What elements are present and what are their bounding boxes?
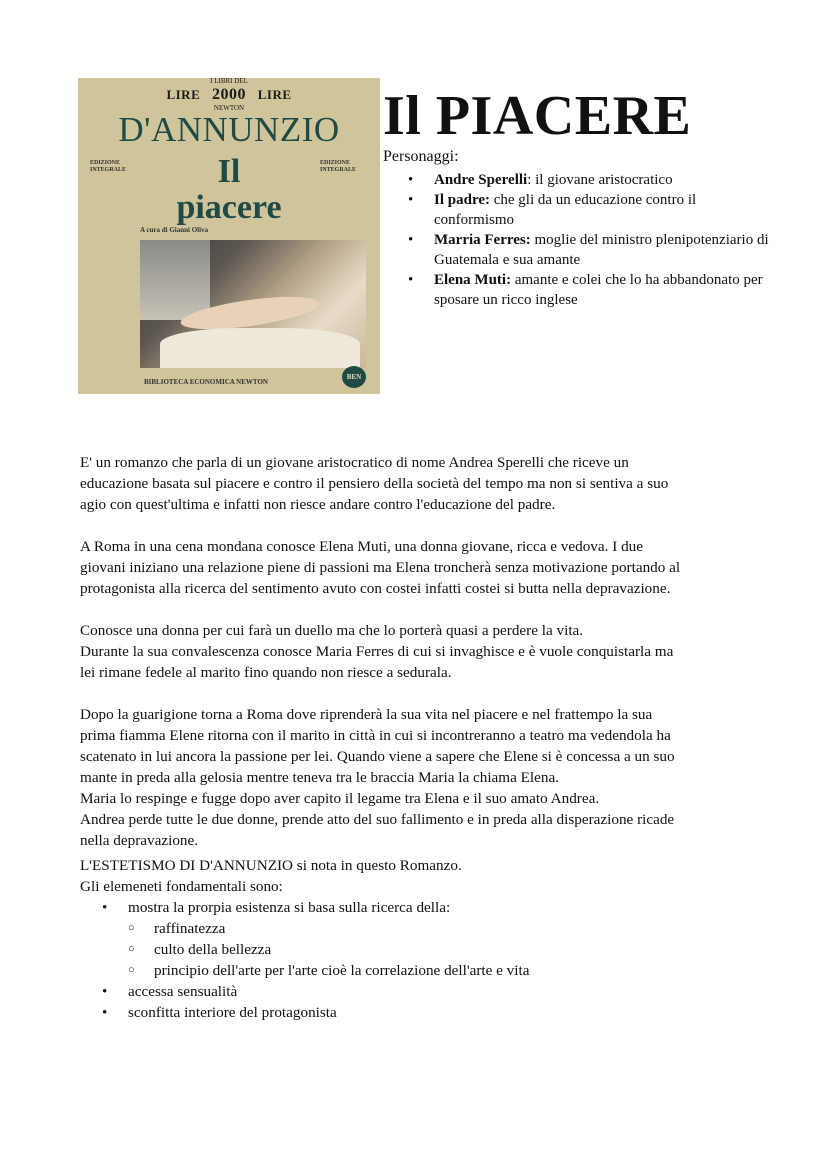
character-name: Elena Muti: (434, 272, 512, 288)
text-line: scatenato in lui ancora la passione per lei. Quando viene a sapere che Elene si è concessa a un suo (80, 748, 675, 765)
cover-edition-right: EDIZIONE INTEGRALE (320, 160, 357, 173)
list-item: • accessa sensualità (80, 981, 760, 1002)
sublist-item: ○ culto della bellezza (128, 939, 760, 960)
paragraph-2 (80, 536, 760, 599)
book-cover-image (78, 78, 380, 394)
text-line: mante in preda alla gelosia mentre teneva tra le braccia Maria la chiama Elena. (80, 769, 559, 786)
character-desc: amante e colei che lo ha abbandonato per sposare un ricco inglese (434, 272, 763, 308)
cover-title (78, 154, 380, 226)
character-item (408, 190, 778, 230)
character-item (408, 170, 778, 190)
cover-price-line (78, 78, 380, 112)
cover-painting (140, 240, 366, 368)
text-line: educazione basata sul piacere e contro il pensiero della società del tempo ma non si sentiva a suo (80, 475, 669, 492)
text-line: prima fiamma Elene ritorna con il marito in città in cui si incontreranno a teatro ma vedendola ha (80, 727, 671, 744)
text-line: lei rimane fedele al marito fino quando non riesce a sedurala. (80, 664, 452, 681)
paragraph-1 (80, 452, 760, 515)
cover-title-line1: Il (217, 153, 241, 190)
estetismo-lead: Gli elemeneti fondamentali sono: (80, 878, 283, 895)
paragraph-3 (80, 620, 760, 683)
estetismo-section (80, 855, 760, 1023)
cover-title-line2: piacere (176, 189, 282, 226)
cover-lire-right: LIRE (257, 87, 292, 102)
text-line: E' un romanzo che parla di un giovane aristocratico di nome Andrea Sperelli che riceve un (80, 454, 629, 471)
character-item (408, 230, 778, 270)
sublist-item: ○ raffinatezza (128, 918, 760, 939)
list-item (80, 897, 760, 981)
text-line: giovani iniziano una relazione piene di passioni ma Elena troncherà senza motivazione portando al (80, 559, 681, 576)
cover-publisher: BIBLIOTECA ECONOMICA NEWTON (144, 378, 268, 386)
sublist-item: ○ principio dell'arte per l'arte cioè la correlazione dell'arte e vita (128, 960, 760, 981)
text-line: Conosce una donna per cui farà un duello ma che lo porterà quasi a perdere la vita. (80, 622, 584, 639)
text-line: protagonista alla ricerca del sentimento avuto con costei infatti costei si butta nella depravazione. (80, 580, 671, 597)
character-item (408, 270, 778, 310)
characters-list (408, 170, 778, 310)
page-title: Il PIACERE (383, 85, 692, 147)
text-line: agio con quest'ultima e infatti non riesce andare contro l'educazione del padre. (80, 496, 556, 513)
painting-sheet (160, 328, 360, 368)
publisher-logo-icon: BEN (342, 366, 366, 388)
cover-price-bottom: NEWTON (213, 104, 245, 112)
character-name: Il padre: (434, 192, 490, 208)
estetismo-intro: L'ESTETISMO DI D'ANNUNZIO si nota in questo Romanzo. (80, 857, 462, 874)
character-name: Andre Sperelli (434, 172, 528, 188)
character-desc: moglie del ministro plenipotenziario di Guatemala e sua amante (434, 232, 769, 268)
text-line: Dopo la guarigione torna a Roma dove riprenderà la sua vita nel piacere e nel frattempo la sua (80, 706, 653, 723)
character-desc: che gli da un educazione contro il conformismo (434, 192, 697, 228)
cover-author: D'ANNUNZIO (118, 110, 340, 149)
cover-curator: A cura di Gianni Oliva (140, 226, 209, 234)
text-line: Maria lo respinge e fugge dopo aver capito il legame tra Elena e il suo amato Andrea. (80, 790, 600, 807)
cover-price: 2000 (212, 86, 246, 103)
cover-edition-left: EDIZIONE INTEGRALE (90, 160, 127, 173)
painting-window (140, 240, 210, 320)
character-name: Marria Ferres: (434, 232, 531, 248)
cover-lire-left: LIRE (166, 87, 201, 102)
estetismo-list (80, 897, 760, 1023)
text-line: Andrea perde tutte le due donne, prende atto del suo fallimento e in preda alla disperazione ricade (80, 811, 675, 828)
estetismo-sublist (128, 918, 760, 981)
text-line: Durante la sua convalescenza conosce Maria Ferres di cui si invaghisce e è vuole conquistarla ma (80, 643, 674, 660)
text-line: A Roma in una cena mondana conosce Elena Muti, una donna giovane, ricca e vedova. I due (80, 538, 644, 555)
characters-label: Personaggi: (383, 148, 459, 165)
list-item-text: mostra la prorpia esistenza si basa sulla ricerca della: (128, 899, 451, 916)
summary-text (80, 452, 760, 872)
character-desc: : il giovane aristocratico (527, 172, 673, 188)
text-line: nella depravazione. (80, 832, 199, 849)
cover-price-badge (210, 78, 248, 112)
cover-price-top: I LIBRI DEL (210, 78, 248, 85)
paragraph-4 (80, 704, 760, 851)
list-item: • sconfitta interiore del protagonista (80, 1002, 760, 1023)
